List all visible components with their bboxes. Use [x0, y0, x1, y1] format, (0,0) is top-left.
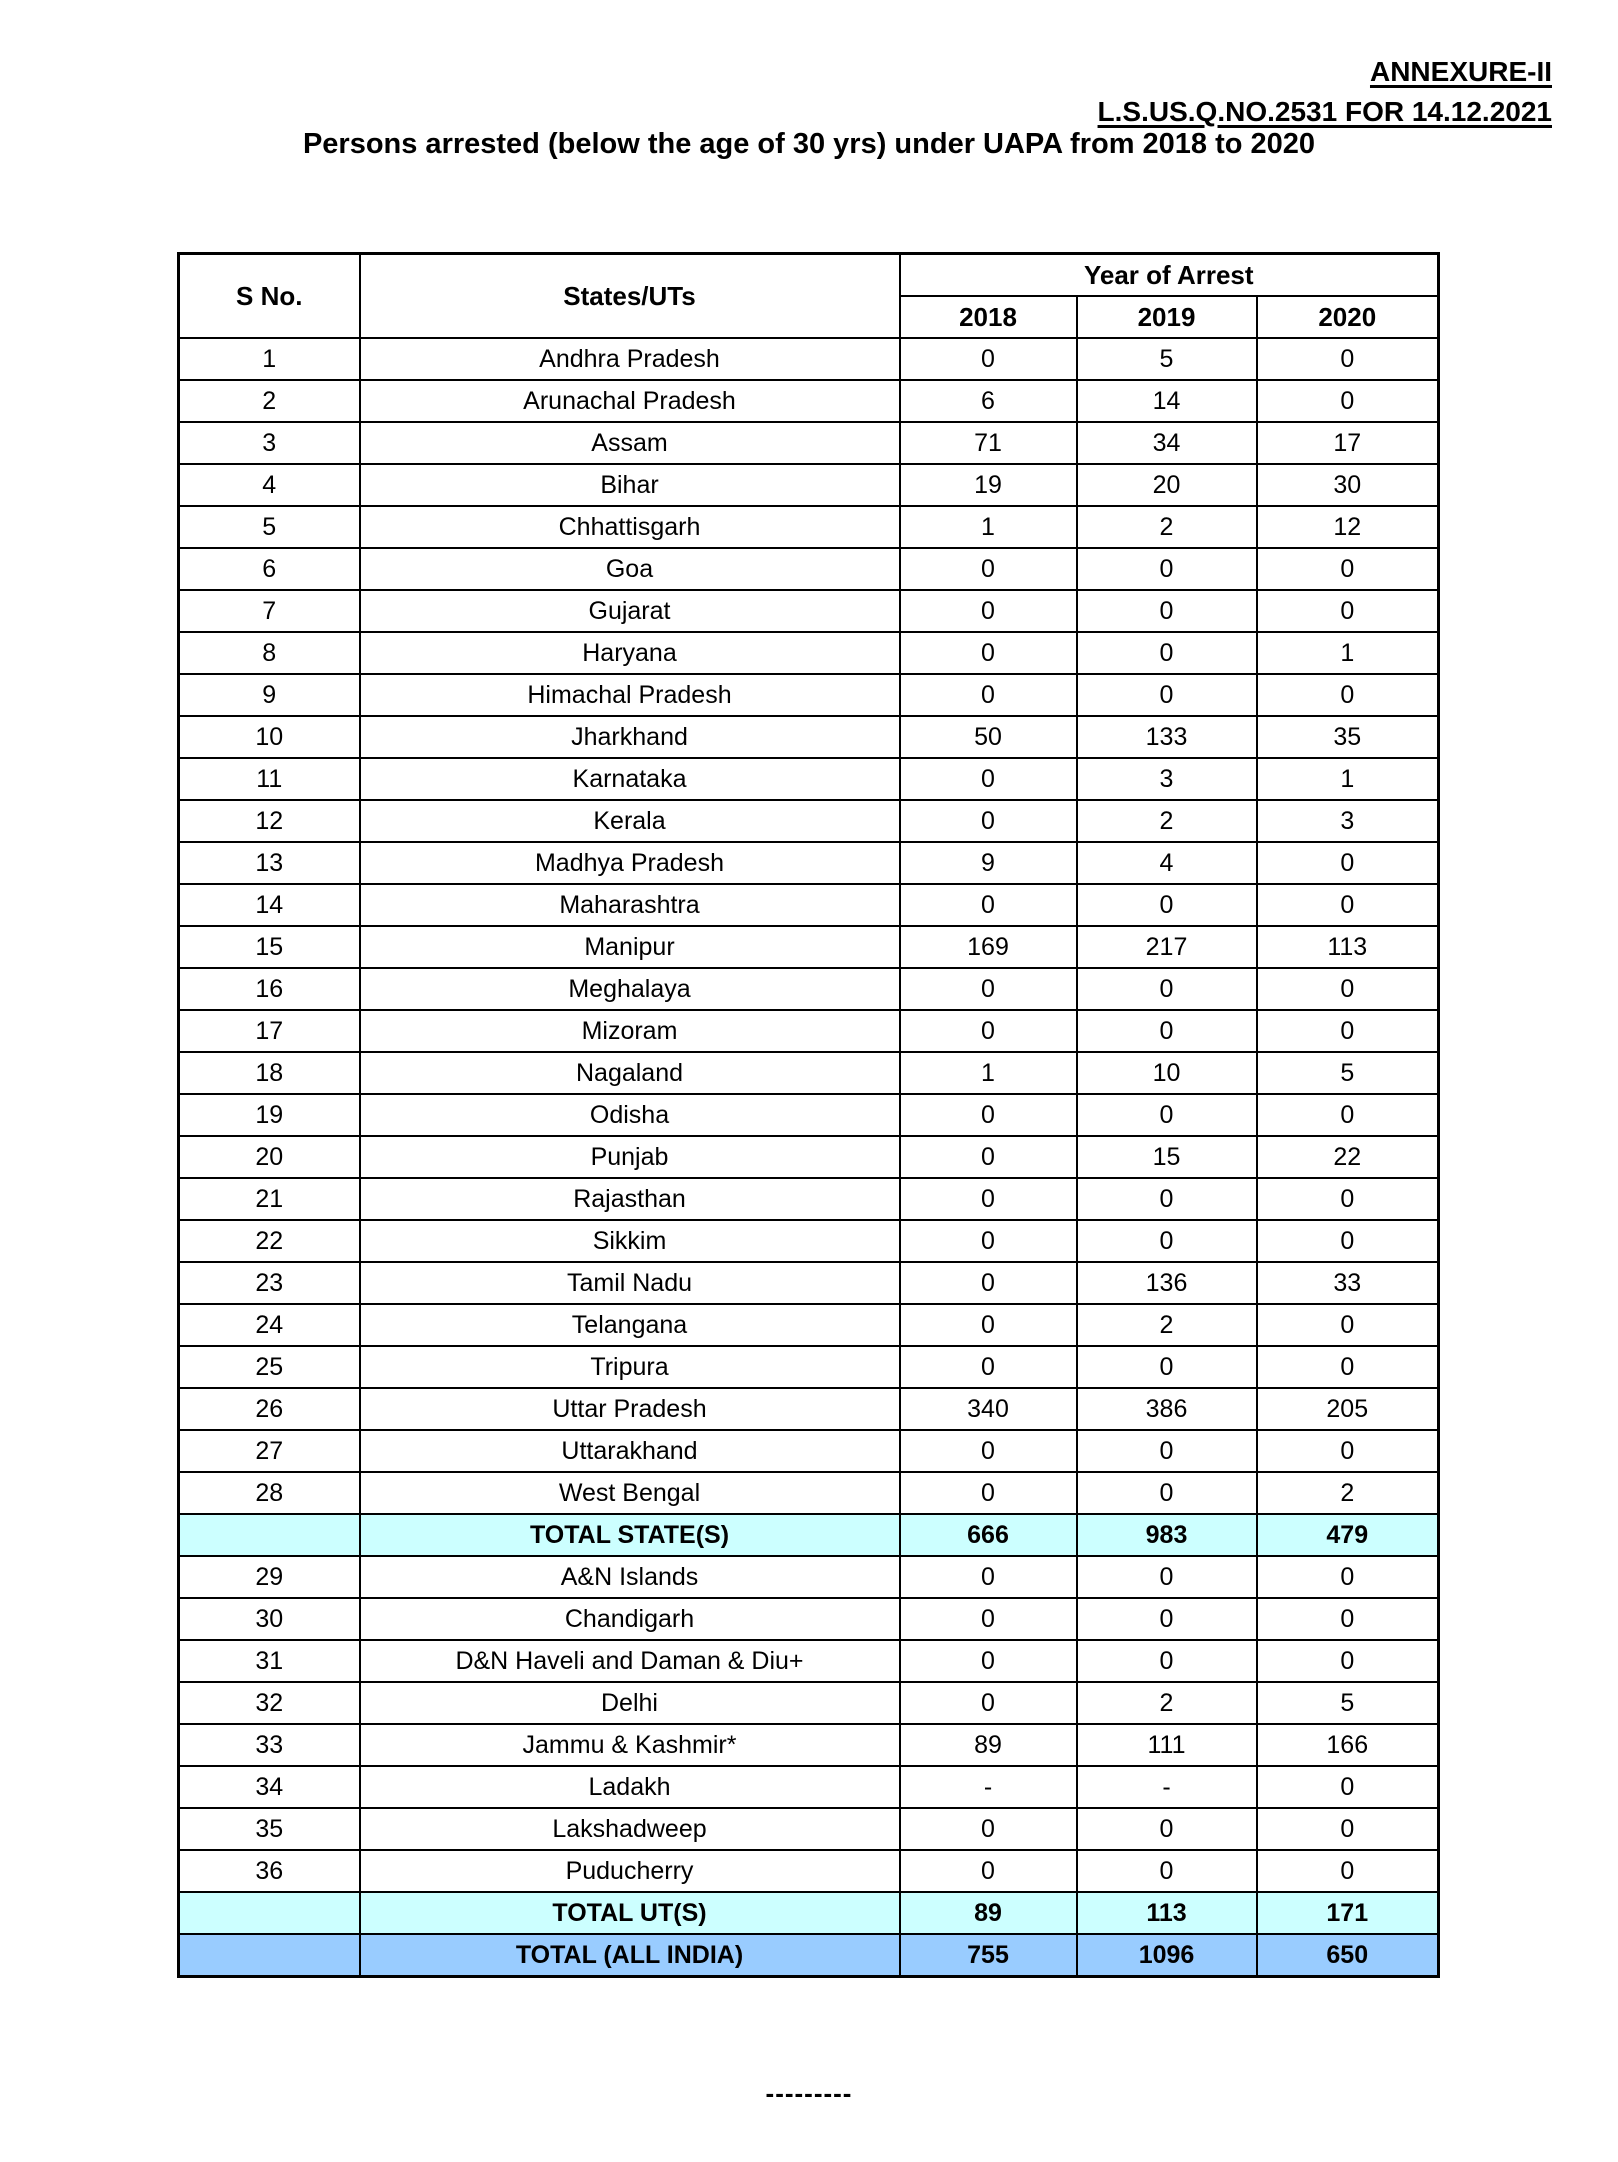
cell-year-2019: 0 [1077, 590, 1257, 632]
cell-state-name: Tamil Nadu [360, 1262, 900, 1304]
cell-year-2020: 17 [1257, 422, 1439, 464]
cell-state-name: Gujarat [360, 590, 900, 632]
cell-year-2019: 386 [1077, 1388, 1257, 1430]
cell-s-no: 1 [179, 338, 360, 380]
cell-year-2019: 2 [1077, 800, 1257, 842]
cell-year-2019: 2 [1077, 506, 1257, 548]
cell-year-2018: 0 [900, 1472, 1077, 1514]
cell-s-no: 26 [179, 1388, 360, 1430]
cell-year-2018: 0 [900, 1304, 1077, 1346]
cell-year-2018: 50 [900, 716, 1077, 758]
cell-year-2020: 0 [1257, 968, 1439, 1010]
cell-year-2018: - [900, 1766, 1077, 1808]
cell-year-2020: 1 [1257, 632, 1439, 674]
cell-year-2020: 0 [1257, 548, 1439, 590]
cell-state-name: Andhra Pradesh [360, 338, 900, 380]
cell-year-2018: 0 [900, 632, 1077, 674]
table-row [179, 1094, 1439, 1136]
cell-year-2019: 111 [1077, 1724, 1257, 1766]
cell-year-2018: 340 [900, 1388, 1077, 1430]
cell-s-no: 33 [179, 1724, 360, 1766]
cell-year-2020: 5 [1257, 1052, 1439, 1094]
table-row [179, 1430, 1439, 1472]
cell-state-name: TOTAL UT(S) [360, 1892, 900, 1934]
cell-s-no: 31 [179, 1640, 360, 1682]
cell-s-no: 17 [179, 1010, 360, 1052]
cell-state-name: Tripura [360, 1346, 900, 1388]
table-row [179, 968, 1439, 1010]
col-header-year-2018: 2018 [900, 296, 1077, 338]
cell-state-name: Telangana [360, 1304, 900, 1346]
cell-state-name: Sikkim [360, 1220, 900, 1262]
table-row [179, 1178, 1439, 1220]
cell-state-name: Delhi [360, 1682, 900, 1724]
cell-year-2020: 1 [1257, 758, 1439, 800]
cell-year-2020: 0 [1257, 1010, 1439, 1052]
cell-year-2020: 650 [1257, 1934, 1439, 1977]
table-row [179, 338, 1439, 380]
cell-state-name: A&N Islands [360, 1556, 900, 1598]
cell-year-2020: 0 [1257, 1220, 1439, 1262]
cell-year-2020: 0 [1257, 380, 1439, 422]
cell-state-name: Kerala [360, 800, 900, 842]
cell-s-no: 27 [179, 1430, 360, 1472]
page-title: Persons arrested (below the age of 30 yrs) under UAPA from 2018 to 2020 [302, 128, 1316, 160]
footer-separator: --------- [765, 2078, 853, 2108]
table-row [179, 1010, 1439, 1052]
cell-state-name: Goa [360, 548, 900, 590]
cell-s-no: 6 [179, 548, 360, 590]
cell-s-no: 35 [179, 1808, 360, 1850]
cell-year-2018: 0 [900, 1682, 1077, 1724]
cell-year-2018: 169 [900, 926, 1077, 968]
table-row [179, 590, 1439, 632]
cell-state-name: Rajasthan [360, 1178, 900, 1220]
cell-state-name: Chandigarh [360, 1598, 900, 1640]
cell-year-2019: 0 [1077, 968, 1257, 1010]
cell-state-name: Assam [360, 422, 900, 464]
table-row [179, 506, 1439, 548]
cell-year-2018: 0 [900, 1598, 1077, 1640]
cell-s-no: 2 [179, 380, 360, 422]
cell-year-2019: 2 [1077, 1304, 1257, 1346]
cell-year-2018: 0 [900, 1346, 1077, 1388]
cell-state-name: Uttar Pradesh [360, 1388, 900, 1430]
table-row [179, 1262, 1439, 1304]
cell-year-2020: 12 [1257, 506, 1439, 548]
cell-state-name: Madhya Pradesh [360, 842, 900, 884]
cell-s-no: 13 [179, 842, 360, 884]
annexure-label: ANNEXURE-II [1369, 56, 1552, 87]
cell-year-2019: 20 [1077, 464, 1257, 506]
cell-s-no: 32 [179, 1682, 360, 1724]
cell-year-2020: 0 [1257, 1808, 1439, 1850]
cell-year-2019: 0 [1077, 1010, 1257, 1052]
cell-year-2020: 0 [1257, 674, 1439, 716]
table-row [179, 926, 1439, 968]
cell-s-no: 29 [179, 1556, 360, 1598]
cell-year-2018: 0 [900, 1556, 1077, 1598]
cell-state-name: TOTAL STATE(S) [360, 1514, 900, 1556]
cell-year-2018: 0 [900, 1010, 1077, 1052]
cell-s-no: 9 [179, 674, 360, 716]
total-row [179, 1514, 1439, 1556]
cell-s-no: 7 [179, 590, 360, 632]
cell-s-no: 19 [179, 1094, 360, 1136]
cell-state-name: Arunachal Pradesh [360, 380, 900, 422]
cell-s-no: 5 [179, 506, 360, 548]
table-row [179, 1388, 1439, 1430]
cell-year-2020: 479 [1257, 1514, 1439, 1556]
table-row [179, 1766, 1439, 1808]
cell-state-name: TOTAL (ALL INDIA) [360, 1934, 900, 1977]
cell-s-no: 15 [179, 926, 360, 968]
table-row [179, 1640, 1439, 1682]
cell-s-no: 8 [179, 632, 360, 674]
cell-year-2019: 10 [1077, 1052, 1257, 1094]
cell-year-2019: 5 [1077, 338, 1257, 380]
col-header-year-2020: 2020 [1257, 296, 1439, 338]
annexure-reference: L.S.US.Q.NO.2531 FOR 14.12.2021 [1097, 96, 1552, 127]
cell-year-2020: 2 [1257, 1472, 1439, 1514]
cell-year-2019: 0 [1077, 1850, 1257, 1892]
cell-state-name: Himachal Pradesh [360, 674, 900, 716]
cell-year-2018: 0 [900, 1178, 1077, 1220]
cell-state-name: Lakshadweep [360, 1808, 900, 1850]
cell-year-2018: 666 [900, 1514, 1077, 1556]
cell-year-2020: 0 [1257, 1430, 1439, 1472]
table-row [179, 548, 1439, 590]
cell-s-no [179, 1934, 360, 1977]
table-row [179, 716, 1439, 758]
cell-year-2019: 34 [1077, 422, 1257, 464]
cell-state-name: Uttarakhand [360, 1430, 900, 1472]
cell-year-2018: 0 [900, 674, 1077, 716]
cell-s-no: 21 [179, 1178, 360, 1220]
table-row [179, 842, 1439, 884]
cell-year-2019: 0 [1077, 1220, 1257, 1262]
cell-year-2018: 89 [900, 1892, 1077, 1934]
table-header [179, 254, 1439, 339]
cell-s-no: 34 [179, 1766, 360, 1808]
cell-state-name: D&N Haveli and Daman & Diu+ [360, 1640, 900, 1682]
cell-year-2018: 0 [900, 1808, 1077, 1850]
cell-year-2019: 0 [1077, 884, 1257, 926]
cell-year-2020: 0 [1257, 1094, 1439, 1136]
cell-s-no: 10 [179, 716, 360, 758]
cell-state-name: Maharashtra [360, 884, 900, 926]
cell-year-2019: 0 [1077, 1598, 1257, 1640]
cell-year-2019: 983 [1077, 1514, 1257, 1556]
cell-year-2019: 0 [1077, 632, 1257, 674]
table-row [179, 1220, 1439, 1262]
cell-state-name: Karnataka [360, 758, 900, 800]
cell-year-2020: 171 [1257, 1892, 1439, 1934]
cell-state-name: Odisha [360, 1094, 900, 1136]
cell-s-no: 20 [179, 1136, 360, 1178]
cell-year-2018: 1 [900, 506, 1077, 548]
cell-year-2019: 0 [1077, 1556, 1257, 1598]
cell-state-name: Bihar [360, 464, 900, 506]
cell-year-2019: 0 [1077, 1640, 1257, 1682]
cell-year-2020: 205 [1257, 1388, 1439, 1430]
cell-s-no: 18 [179, 1052, 360, 1094]
cell-year-2020: 3 [1257, 800, 1439, 842]
table-row [179, 1682, 1439, 1724]
cell-state-name: Jharkhand [360, 716, 900, 758]
cell-year-2019: 4 [1077, 842, 1257, 884]
col-header-s-no: S No. [179, 254, 360, 339]
cell-state-name: Chhattisgarh [360, 506, 900, 548]
cell-year-2018: 0 [900, 1220, 1077, 1262]
cell-s-no: 22 [179, 1220, 360, 1262]
cell-s-no: 24 [179, 1304, 360, 1346]
cell-s-no: 25 [179, 1346, 360, 1388]
cell-year-2018: 1 [900, 1052, 1077, 1094]
cell-year-2019: 0 [1077, 1808, 1257, 1850]
cell-year-2020: 35 [1257, 716, 1439, 758]
cell-year-2020: 0 [1257, 1598, 1439, 1640]
table-row [179, 1724, 1439, 1766]
cell-year-2019: - [1077, 1766, 1257, 1808]
table-row [179, 1850, 1439, 1892]
cell-year-2018: 0 [900, 548, 1077, 590]
cell-year-2018: 0 [900, 800, 1077, 842]
cell-year-2020: 0 [1257, 1556, 1439, 1598]
cell-year-2019: 14 [1077, 380, 1257, 422]
table-row [179, 800, 1439, 842]
cell-year-2019: 1096 [1077, 1934, 1257, 1977]
total-row [179, 1892, 1439, 1934]
cell-year-2020: 0 [1257, 1850, 1439, 1892]
cell-year-2020: 0 [1257, 1640, 1439, 1682]
cell-year-2019: 2 [1077, 1682, 1257, 1724]
cell-state-name: Puducherry [360, 1850, 900, 1892]
table-row [179, 1346, 1439, 1388]
cell-year-2019: 0 [1077, 1094, 1257, 1136]
cell-year-2018: 19 [900, 464, 1077, 506]
cell-year-2019: 0 [1077, 1472, 1257, 1514]
cell-s-no: 14 [179, 884, 360, 926]
table-row [179, 1808, 1439, 1850]
table-row [179, 380, 1439, 422]
cell-year-2019: 0 [1077, 674, 1257, 716]
cell-year-2019: 0 [1077, 1178, 1257, 1220]
col-header-year-2019: 2019 [1077, 296, 1257, 338]
cell-year-2018: 0 [900, 590, 1077, 632]
cell-year-2020: 0 [1257, 338, 1439, 380]
cell-year-2018: 9 [900, 842, 1077, 884]
table-row [179, 1052, 1439, 1094]
table-row [179, 674, 1439, 716]
cell-s-no: 30 [179, 1598, 360, 1640]
cell-year-2018: 0 [900, 968, 1077, 1010]
col-header-year-group: Year of Arrest [900, 254, 1439, 297]
cell-state-name: Meghalaya [360, 968, 900, 1010]
cell-s-no: 36 [179, 1850, 360, 1892]
cell-year-2018: 0 [900, 1094, 1077, 1136]
table-row [179, 884, 1439, 926]
cell-s-no: 23 [179, 1262, 360, 1304]
cell-year-2020: 0 [1257, 590, 1439, 632]
cell-state-name: Ladakh [360, 1766, 900, 1808]
cell-s-no: 12 [179, 800, 360, 842]
cell-year-2020: 0 [1257, 884, 1439, 926]
cell-year-2018: 6 [900, 380, 1077, 422]
cell-year-2018: 755 [900, 1934, 1077, 1977]
cell-state-name: Nagaland [360, 1052, 900, 1094]
table-row [179, 758, 1439, 800]
cell-s-no: 3 [179, 422, 360, 464]
cell-state-name: Mizoram [360, 1010, 900, 1052]
cell-year-2020: 113 [1257, 926, 1439, 968]
cell-year-2020: 22 [1257, 1136, 1439, 1178]
cell-state-name: Haryana [360, 632, 900, 674]
cell-state-name: West Bengal [360, 1472, 900, 1514]
cell-s-no: 28 [179, 1472, 360, 1514]
cell-year-2018: 71 [900, 422, 1077, 464]
table-row [179, 632, 1439, 674]
cell-year-2019: 0 [1077, 548, 1257, 590]
cell-state-name: Jammu & Kashmir* [360, 1724, 900, 1766]
cell-year-2019: 136 [1077, 1262, 1257, 1304]
cell-year-2020: 0 [1257, 1304, 1439, 1346]
cell-year-2018: 0 [900, 1430, 1077, 1472]
table-row [179, 1598, 1439, 1640]
cell-s-no: 4 [179, 464, 360, 506]
table-body [179, 338, 1439, 1977]
cell-year-2020: 166 [1257, 1724, 1439, 1766]
table-row [179, 464, 1439, 506]
cell-year-2019: 0 [1077, 1430, 1257, 1472]
cell-s-no: 16 [179, 968, 360, 1010]
cell-year-2018: 0 [900, 884, 1077, 926]
cell-s-no [179, 1514, 360, 1556]
cell-year-2019: 15 [1077, 1136, 1257, 1178]
cell-year-2018: 0 [900, 1136, 1077, 1178]
table-row [179, 1556, 1439, 1598]
cell-state-name: Manipur [360, 926, 900, 968]
cell-year-2020: 30 [1257, 464, 1439, 506]
cell-year-2019: 133 [1077, 716, 1257, 758]
cell-year-2019: 0 [1077, 1346, 1257, 1388]
table-row [179, 422, 1439, 464]
cell-year-2020: 0 [1257, 1346, 1439, 1388]
cell-year-2018: 0 [900, 758, 1077, 800]
cell-year-2020: 0 [1257, 1178, 1439, 1220]
cell-s-no [179, 1892, 360, 1934]
cell-year-2020: 0 [1257, 842, 1439, 884]
cell-year-2018: 0 [900, 1640, 1077, 1682]
cell-year-2018: 89 [900, 1724, 1077, 1766]
header-row-top [179, 254, 1439, 297]
cell-year-2019: 113 [1077, 1892, 1257, 1934]
cell-year-2020: 33 [1257, 1262, 1439, 1304]
cell-year-2019: 3 [1077, 758, 1257, 800]
annexure-header [1098, 52, 1552, 132]
cell-year-2020: 0 [1257, 1766, 1439, 1808]
cell-year-2020: 5 [1257, 1682, 1439, 1724]
cell-year-2018: 0 [900, 1262, 1077, 1304]
cell-year-2019: 217 [1077, 926, 1257, 968]
table-row [179, 1472, 1439, 1514]
cell-year-2018: 0 [900, 338, 1077, 380]
col-header-states: States/UTs [360, 254, 900, 339]
cell-year-2018: 0 [900, 1850, 1077, 1892]
table-row [179, 1304, 1439, 1346]
table-row [179, 1136, 1439, 1178]
arrests-table [177, 252, 1440, 1978]
cell-s-no: 11 [179, 758, 360, 800]
total-row [179, 1934, 1439, 1977]
cell-state-name: Punjab [360, 1136, 900, 1178]
